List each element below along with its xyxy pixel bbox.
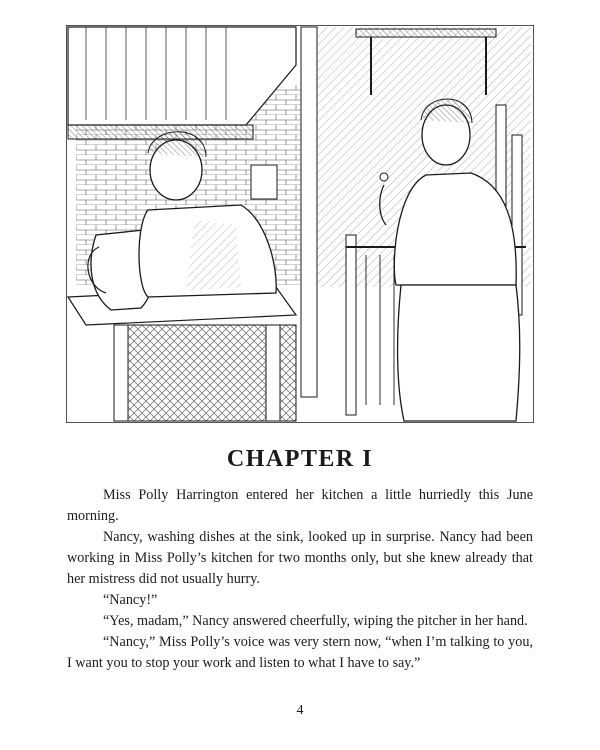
- paragraph: “Nancy!”: [103, 592, 158, 608]
- paragraph: Nancy, washing dishes at the sink, looked up in surprise. Nancy had been working in Miss Polly’s kitchen for two months only, but she knew already that her mistress did not usually hurry.: [67, 529, 533, 587]
- chapter-title: CHAPTER I: [226, 446, 374, 472]
- kitchen-scene-illustration: [66, 25, 534, 423]
- paragraph: “Nancy,” Miss Polly’s voice was very stern now, “when I’m talking to you, I want you to stop your work and listen to what I have to say.”: [67, 634, 533, 671]
- page-number: 4: [296, 703, 304, 718]
- story-text: [67, 485, 533, 674]
- paragraph: Miss Polly Harrington entered her kitchen a little hurriedly this June morning.: [67, 487, 533, 524]
- paragraph: “Yes, madam,” Nancy answered cheerfully, wiping the pitcher in her hand.: [103, 613, 528, 629]
